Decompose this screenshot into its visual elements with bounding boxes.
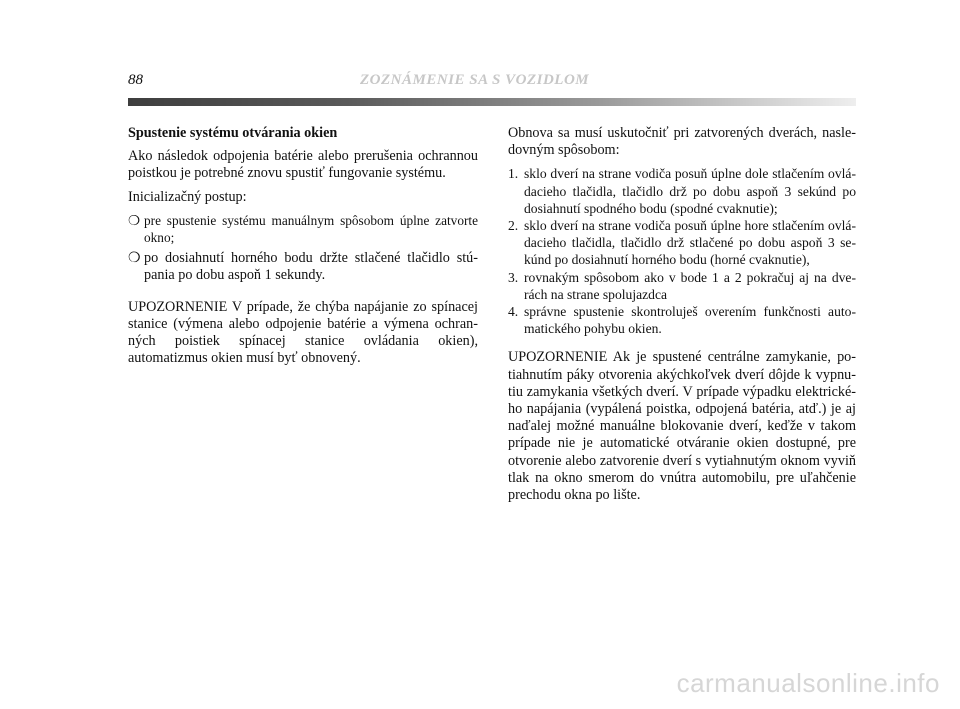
step-text: správne spustenie skontroluješ overením funkčnosti automatického pohybu okien.	[524, 304, 856, 337]
circle-bullet-icon: ❍	[128, 250, 141, 267]
step-number: 3.	[508, 269, 519, 285]
intro-paragraph: Ako následok odpojenia batérie alebo prerušenia ochrannou poistkou je potrebné znovu spustiť fungovanie systému.	[128, 148, 478, 182]
right-column	[508, 125, 856, 504]
bullet-text: po dosiahnutí horného bodu držte stlačené tlačidlo stúpania po dobu aspoň 1 sekundy.	[144, 250, 478, 284]
procedure-label: Inicializačný postup:	[128, 188, 247, 205]
bullet-text: pre spustenie systému manuálnym spôsobom úplne zatvorte okno;	[144, 212, 478, 246]
list-item	[508, 217, 856, 269]
step-number: 4.	[508, 304, 519, 320]
intro-paragraph: Obnova sa musí uskutočniť pri zatvorených dverách, nasledovným spôsobom:	[508, 125, 856, 159]
left-column	[128, 125, 478, 367]
step-text: rovnakým spôsobom ako v bode 1 a 2 pokračuj aj na dverách na strane spolujazdca	[524, 269, 856, 302]
list-item	[128, 250, 478, 284]
step-number: 2.	[508, 218, 519, 234]
section-title: Spustenie systému otvárania okien	[128, 125, 338, 141]
step-text: sklo dverí na strane vodiča posuň úplne hore stlačením ovládacieho tlačidla, tlačidlo drž stlačené po dobu aspoň 3 sekúnd po dosiahnutí horného bodu (horné cvaknutie),	[524, 218, 856, 268]
warning-paragraph: UPOZORNENIE Ak je spustené centrálne zamykanie, potiahnutím páky otvorenia akýchkoľvek dverí dôjde k vypnutiu zamykania všetkých dverí. V prípade výpadku elektrického napájania (vypálená poistka, odpojená batéria, atď.) je aj naďalej možné manuálne blokovanie dverí, keďže v takom prípade nie je automatické otváranie okien dostupné, pre otvorenie alebo zatvorenie dverí s vytiahnutým oknom vyviň tlak na okno smerom do vnútra automobilu, pre uľahčenie prechodu okna po lište.	[508, 349, 856, 504]
circle-bullet-icon: ❍	[128, 212, 140, 228]
step-text: sklo dverí na strane vodiča posuň úplne dole stlačením ovládacieho tlačidla, tlačidlo drž po dobu aspoň 3 sekúnd po dosiahnutí spodného bodu (spodné cvaknutie);	[524, 166, 856, 216]
watermark: carmanualsonline.info	[676, 668, 940, 698]
steps-list	[508, 165, 856, 337]
header-rule	[128, 98, 856, 106]
step-number: 1.	[508, 166, 519, 182]
list-item	[508, 165, 856, 217]
list-item	[508, 303, 856, 337]
list-item	[128, 212, 478, 246]
warning-paragraph: UPOZORNENIE V prípade, že chýba napájanie zo spínacej stanice (výmena alebo odpojenie batérie a výmena ochranných poistiek spínacej stanice ovládania okien), automatizmus okien musí byť obnovený.	[128, 298, 478, 367]
page-number: 88	[128, 72, 143, 88]
page-header-title: ZOZNÁMENIE SA S VOZIDLOM	[360, 72, 590, 88]
list-item	[508, 269, 856, 303]
